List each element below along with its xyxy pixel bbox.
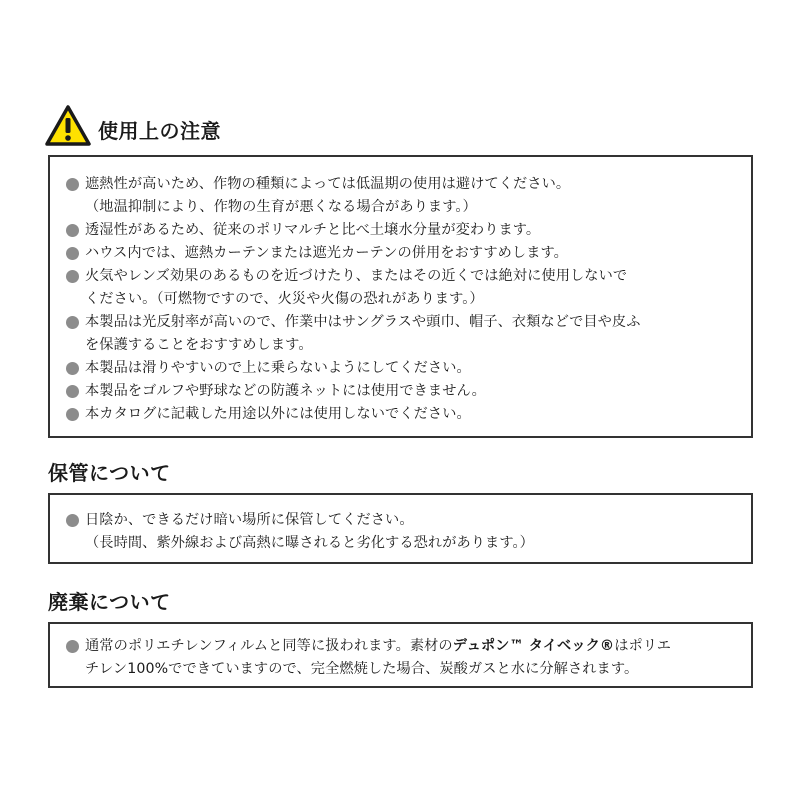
storage-list <box>66 509 737 555</box>
disposal-text: 通常のポリエチレンフィルムと同等に扱われます。素材の <box>85 638 453 654</box>
list-item <box>66 219 737 242</box>
list-item-line: （地温抑制により、作物の生育が悪くなる場合があります。） <box>85 199 477 215</box>
caution-box <box>48 155 753 438</box>
list-item-line: 日陰か、できるだけ暗い場所に保管してください。 <box>85 512 414 528</box>
list-item-line: を保護することをおすすめします。 <box>85 337 313 353</box>
bullet-icon <box>66 362 79 375</box>
disposal-text: はポリエ <box>614 638 672 654</box>
list-item <box>66 403 737 426</box>
list-item-line: 遮熱性が高いため、作物の種類によっては低温期の使用は避けてください。 <box>85 176 571 192</box>
list-item-line: 本製品は光反射率が高いので、作業中はサングラスや頭巾、帽子、衣類などで目や皮ふ <box>85 314 641 330</box>
list-item <box>66 173 737 219</box>
bullet-icon <box>66 270 79 283</box>
list-item <box>66 635 737 681</box>
list-item <box>66 311 737 357</box>
disposal-line-1 <box>85 635 737 658</box>
bullet-icon <box>66 640 79 653</box>
list-item-line: 本製品をゴルフや野球などの防護ネットには使用できません。 <box>85 383 486 399</box>
bullet-icon <box>66 178 79 191</box>
list-item-line: 火気やレンズ効果のあるものを近づけたり、またはその近くでは絶対に使用しないで <box>85 268 628 284</box>
caution-heading: 使用上の注意 <box>98 119 221 143</box>
brand-name: デュポン™ タイベック® <box>452 638 615 654</box>
list-item <box>66 380 737 403</box>
list-item <box>66 509 737 555</box>
bullet-icon <box>66 385 79 398</box>
bullet-icon <box>66 408 79 421</box>
bullet-icon <box>66 316 79 329</box>
storage-heading: 保管について <box>48 461 171 485</box>
storage-box <box>48 493 753 564</box>
bullet-icon <box>66 514 79 527</box>
list-item <box>66 265 737 311</box>
list-item <box>66 242 737 265</box>
list-item-line: 透湿性があるため、従来のポリマルチと比べ土壌水分量が変わります。 <box>85 222 541 238</box>
disposal-line-2: チレン100%でできていますので、完全燃焼した場合、炭酸ガスと水に分解されます。 <box>85 661 639 677</box>
list-item-line: ください。（可燃物ですので、火災や火傷の恐れがあります。） <box>85 291 484 307</box>
warning-triangle-icon <box>44 104 92 148</box>
bullet-icon <box>66 247 79 260</box>
list-item-line: 本製品は滑りやすいので上に乗らないようにしてください。 <box>85 360 471 376</box>
list-item-line: 本カタログに記載した用途以外には使用しないでください。 <box>85 406 471 422</box>
caution-list <box>66 173 737 426</box>
disposal-heading: 廃棄について <box>48 590 171 614</box>
bullet-icon <box>66 224 79 237</box>
disposal-box <box>48 622 753 688</box>
list-item-line: （長時間、紫外線および高熱に曝されると劣化する恐れがあります。） <box>85 535 534 551</box>
list-item <box>66 357 737 380</box>
list-item-line: ハウス内では、遮熱カーテンまたは遮光カーテンの併用をおすすめします。 <box>85 245 568 261</box>
